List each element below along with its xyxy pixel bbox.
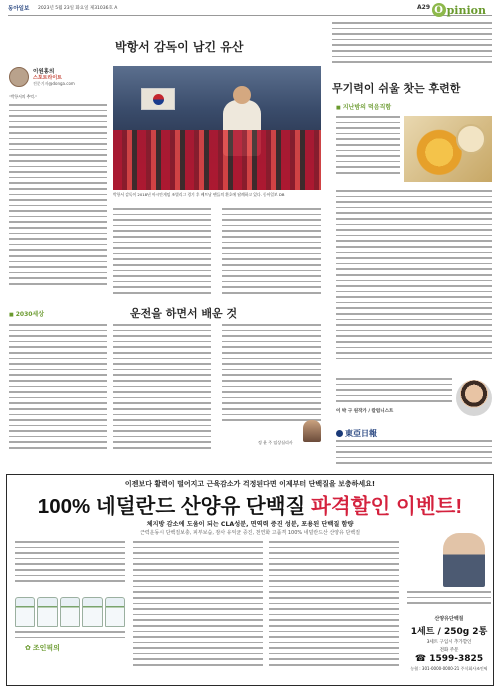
photo-caption: 박항서 감독이 2018년 아시안게임 조별리그 경기 후 베트남 팬들의 환호에 답례하고 있다. 동아일보 DB [113,192,285,197]
section2-headline: 운전을 하면서 배운 것 [130,307,238,320]
column-headline: 박항서 감독이 남긴 유산 [115,40,244,54]
ad-benefits-line: 근력운동시 단백질보충, 피부보습, 잠사 유익균 증진, 천연화 고품격 100% 네덜란드산 산양유 단백질 [139,530,361,536]
ad-headline [7,489,493,519]
author-byline [9,67,107,87]
page-number: A29 [417,4,430,11]
crowd-image [113,130,321,190]
ad-product-note [15,631,125,641]
section2-author-credit: 정 윤 주 임상심리사 [258,440,293,445]
sidebar-author-avatar [456,380,492,416]
section-tag: ■ 2030세상 [9,309,44,318]
ad-price-note: 3세트 구입시 추가할인 [426,640,472,645]
section2-body-col1 [9,324,107,464]
newspaper-logo: 東亞日報 [336,428,377,439]
ad-subheadline: 체지방 감소에 도움이 되는 CLA성분, 면역력 증진 성분, 포용된 단백질 함량 [146,521,354,528]
sidebar-food-photo [404,116,492,182]
ad-headline-main: 100% 네덜란드 산양유 단백질 [37,495,312,518]
sidebar-body-bottom [336,190,492,376]
column-intro-quote: "박항서의 추억." [9,94,37,99]
column-body-col2 [113,208,211,300]
ad-intro-text [15,541,125,587]
ad-body-col2 [269,541,399,681]
column-photo [113,66,321,190]
ad-event-note [407,591,491,611]
section2-author-avatar [303,420,321,442]
author-email: 전문기자@donga.com [33,81,75,86]
ad-tagline: 이젠보다 활력이 떨어지고 근육감소가 걱정된다면 이제부터 단백질을 보충하세요! [124,480,376,488]
opinion-logo-text: pinion [446,3,486,17]
ad-bank-account: 농협 : 301-0000-0000-21 주식회사조인픽 [410,666,488,671]
advertisement [6,474,494,686]
opinion-logo-icon: O [432,3,446,17]
sidebar-body-top [336,116,400,186]
ad-phone-label: 전화 주문 [439,648,459,653]
newspaper-masthead: 동아일보 [8,6,30,12]
author-avatar [9,67,29,87]
sidebar-author-signature: 이 박 구 원작가 / 칼럼니스트 [336,409,394,414]
sidebar-subheading: ■ 지난밤의 먹음직함 [336,102,391,111]
ad-product-name: 산양유단백질 [434,616,464,622]
ad-body-col1 [133,541,263,681]
column-body-col3 [222,208,321,300]
ad-headline-highlight: 파격할인 이벤트! [311,495,463,518]
page-header [8,4,492,16]
newspaper-info-text [336,440,492,468]
column-series-name: 스포트라이트 [33,75,62,81]
ad-price: 1세트 / 250g 2통 [410,627,488,637]
dateline: 2023년 5월 23일 화요일 제31036호 A [38,6,118,11]
section-logo-opinion [432,3,486,17]
ad-phone-number: ☎ 1599-3825 [414,654,484,664]
section2-body-col2 [113,324,211,464]
author-name: 이원홍의 [33,69,55,75]
ad-order-box [407,615,491,671]
sidebar-continued-text [332,22,492,72]
ad-spokesperson-photo [443,533,485,587]
section2-body-col3 [222,324,321,434]
sidebar-headline: 무기력이 쉬울 찻는 후련한 [332,82,461,95]
sidebar-body-end [336,378,452,406]
column-body-col1 [9,104,107,300]
flag-image [141,88,175,110]
ad-product-image [15,591,125,627]
ad-brand-logo: ✿ 조인픽의 [25,643,60,653]
